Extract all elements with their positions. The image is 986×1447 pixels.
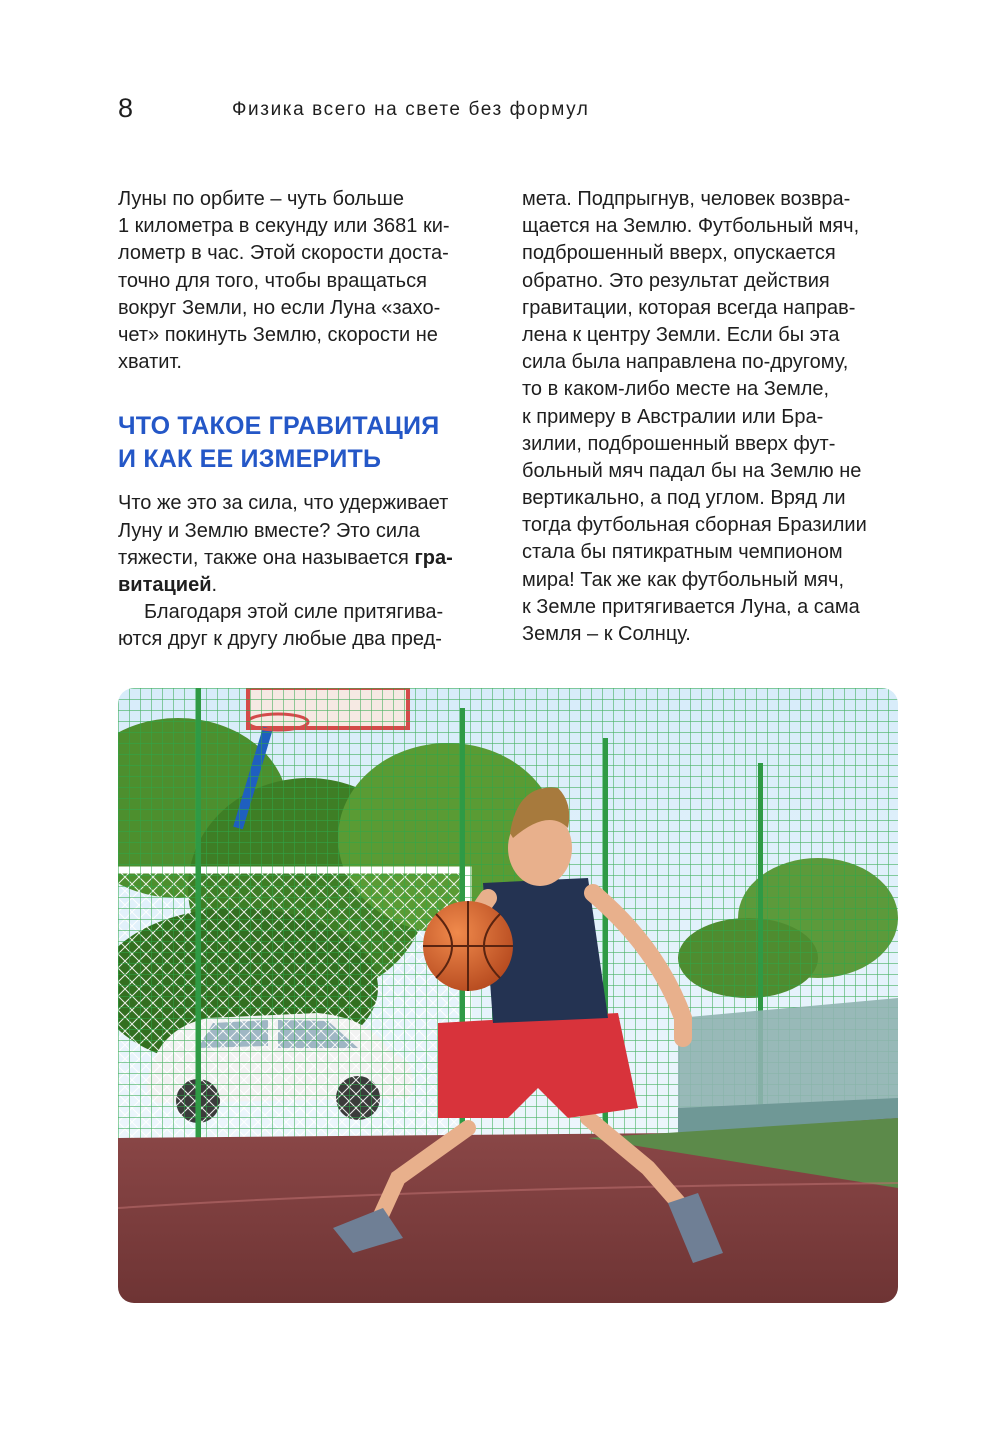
- section-heading: [118, 410, 486, 476]
- basketball-photo: [118, 688, 898, 1303]
- text-line: ются друг к другу любые два пред-: [118, 628, 442, 651]
- text-line: больный мяч падал бы на Землю не: [522, 459, 862, 482]
- text-line: к Земле притягивается Луна, а сама: [522, 595, 860, 618]
- text-line: мира! Так же как футбольный мяч,: [522, 568, 845, 591]
- text-run: тяжести, также она называется: [118, 546, 415, 569]
- text-line: зилии, подброшенный вверх фут-: [522, 432, 836, 455]
- text-line: лена к центру Земли. Если бы эта: [522, 323, 840, 346]
- running-header: [118, 92, 898, 128]
- text-line: хватит.: [118, 351, 182, 374]
- right-column: [522, 186, 902, 648]
- bold-term: витацией: [118, 573, 212, 596]
- text-line: вокруг Земли, но если Луна «захо-: [118, 296, 441, 319]
- intro-paragraph: [118, 186, 486, 376]
- attraction-paragraph: [118, 599, 486, 653]
- text-line: [118, 572, 486, 599]
- gravity-paragraph: [118, 490, 486, 599]
- text-run: .: [211, 573, 218, 596]
- court-floor: [118, 1118, 898, 1303]
- text-line: Луны по орбите – чуть больше: [118, 188, 404, 210]
- text-line: [118, 545, 486, 572]
- heading-line: И КАК ЕЕ ИЗМЕРИТЬ: [118, 445, 382, 474]
- text-line: тогда футбольная сборная Бразилии: [522, 514, 867, 537]
- text-line: Что же это за сила, что удерживает: [118, 492, 449, 515]
- text-line: сила была направлена по-другому,: [522, 351, 849, 374]
- text-line: точно для того, чтобы вращаться: [118, 269, 427, 292]
- text-line: чет» покинуть Землю, скорости не: [118, 323, 438, 346]
- text-line: мета. Подпрыгнув, человек возвра-: [522, 188, 851, 210]
- text-line: стала бы пятикратным чемпионом: [522, 541, 843, 564]
- text-line: к примеру в Австралии или Бра-: [522, 405, 824, 428]
- text-line: 1 километра в секунду или 3681 ки-: [118, 215, 450, 238]
- text-line: подброшенный вверх, опускается: [522, 242, 836, 265]
- left-column: [118, 186, 486, 653]
- basketball: [423, 901, 513, 991]
- text-line: Луну и Землю вместе? Это сила: [118, 519, 420, 542]
- heading-line: ЧТО ТАКОЕ ГРАВИТАЦИЯ: [118, 412, 440, 441]
- text-line: гравитации, которая всегда направ-: [522, 296, 856, 319]
- text-line: то в каком-либо месте на Земле,: [522, 378, 830, 401]
- bold-term: гра-: [414, 546, 453, 569]
- book-title: Физика всего на свете без формул: [232, 99, 590, 120]
- text-line: Земля – к Солнцу.: [522, 623, 691, 645]
- text-line: обратно. Это результат действия: [522, 269, 830, 292]
- text-line: щается на Землю. Футбольный мяч,: [522, 215, 860, 238]
- text-line: лометр в час. Этой скорости доста-: [118, 242, 449, 265]
- text-line: Благодаря этой силе притягива-: [144, 601, 444, 624]
- photo-illustration: [118, 688, 898, 1303]
- text-line: вертикально, а под углом. Вряд ли: [522, 487, 846, 510]
- page-number: 8: [118, 93, 134, 123]
